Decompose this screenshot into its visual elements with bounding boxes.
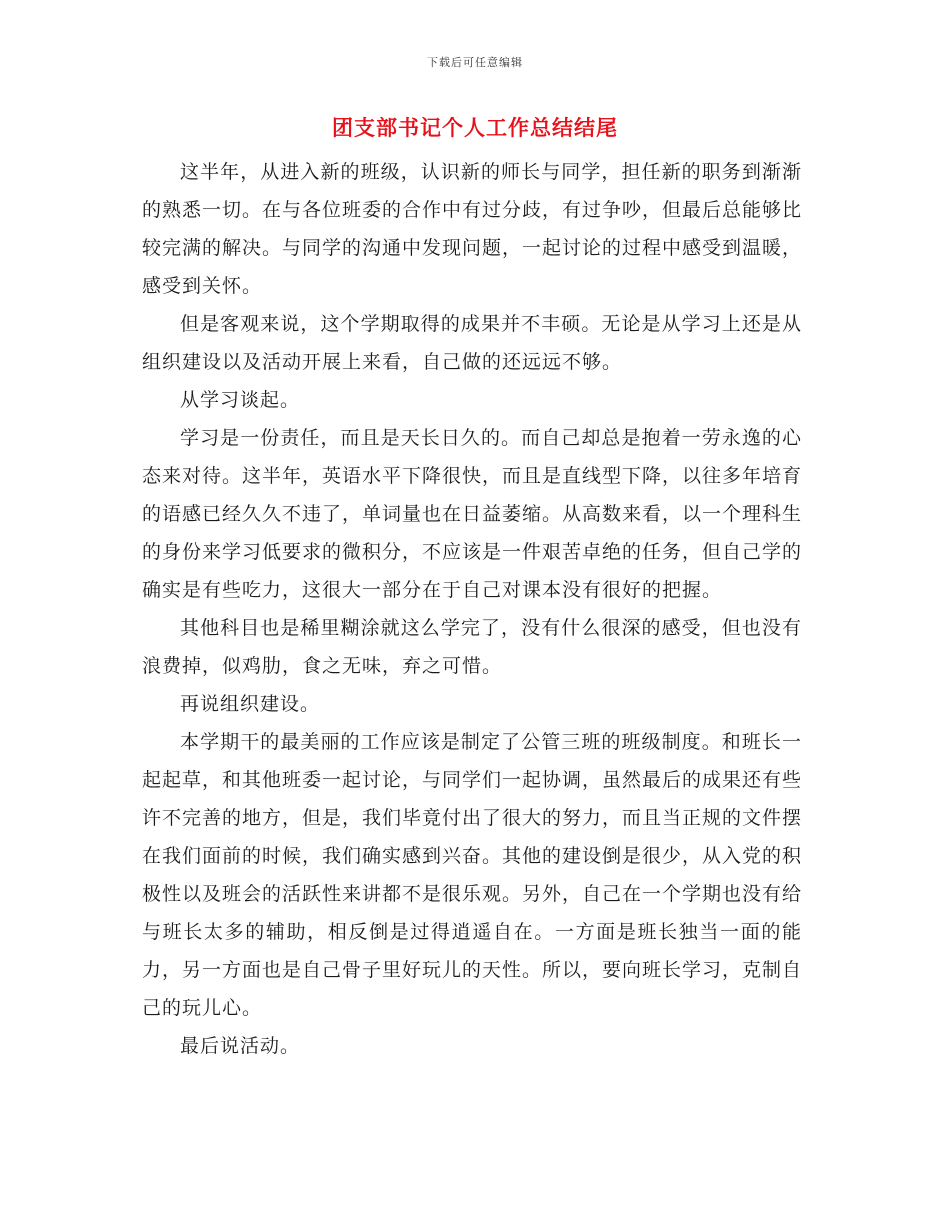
paragraph-organization-heading: 再说组织建设。 (180, 693, 321, 715)
paragraph-intro: 这半年，从进入新的班级，认识新的师长与同学，担任新的职务到渐渐的熟悉一切。在与各位班委的合作中有过分歧，有过争吵，但最后总能够比较完满的解决。与同学的沟通中发现问题，一起讨论的过程中感受到温暖，感受到关怀。 (142, 161, 803, 297)
paragraph-assessment: 但是客观来说，这个学期取得的成果并不丰硕。无论是从学习上还是从组织建设以及活动开展上来看，自己做的还远远不够。 (142, 313, 802, 373)
paragraph-organization: 本学期干的最美丽的工作应该是制定了公管三班的班级制度。和班长一起起草，和其他班委一起讨论，与同学们一起协调，虽然最后的成果还有些许不完善的地方，但是，我们毕竟付出了很大的努力，而且当正规的文件摆在我们面前的时候，我们确实感到兴奋。其他的建设倒是很少，从入党的积极性以及班会的活跃性来讲都不是很乐观。另外，自己在一个学期也没有给与班长太多的辅助，相反倒是过得逍遥自在。一方面是班长独当一面的能力，另一方面也是自己骨子里好玩儿的天性。所以，要向班长学习，克制自己的玩儿心。 (142, 731, 803, 1019)
paragraph-study: 学习是一份责任，而且是天长日久的。而自己却总是抱着一劳永逸的心态来对待。这半年，英语水平下降很快，而且是直线型下降，以往多年培育的语感已经久久不违了，单词量也在日益萎缩。从高数来看，以一个理科生的身份来学习低要求的微积分，不应该是一件艰苦卓绝的任务，但自己学的确实是有些吃力，这很大一部分在于自己对课本没有很好的把握。 (142, 427, 803, 601)
paragraph-activities-heading: 最后说活动。 (180, 1035, 301, 1057)
paragraph-study-heading: 从学习谈起。 (180, 389, 301, 411)
document-title: 团支部书记个人工作总结结尾 (332, 115, 618, 140)
paragraph-other-subjects: 其他科目也是稀里糊涂就这么学完了，没有什么很深的感受，但也没有浪费掉，似鸡肋，食之无味，弃之可惜。 (142, 617, 802, 677)
header-note: 下载后可任意编辑 (427, 56, 523, 69)
document-body (142, 153, 802, 1065)
